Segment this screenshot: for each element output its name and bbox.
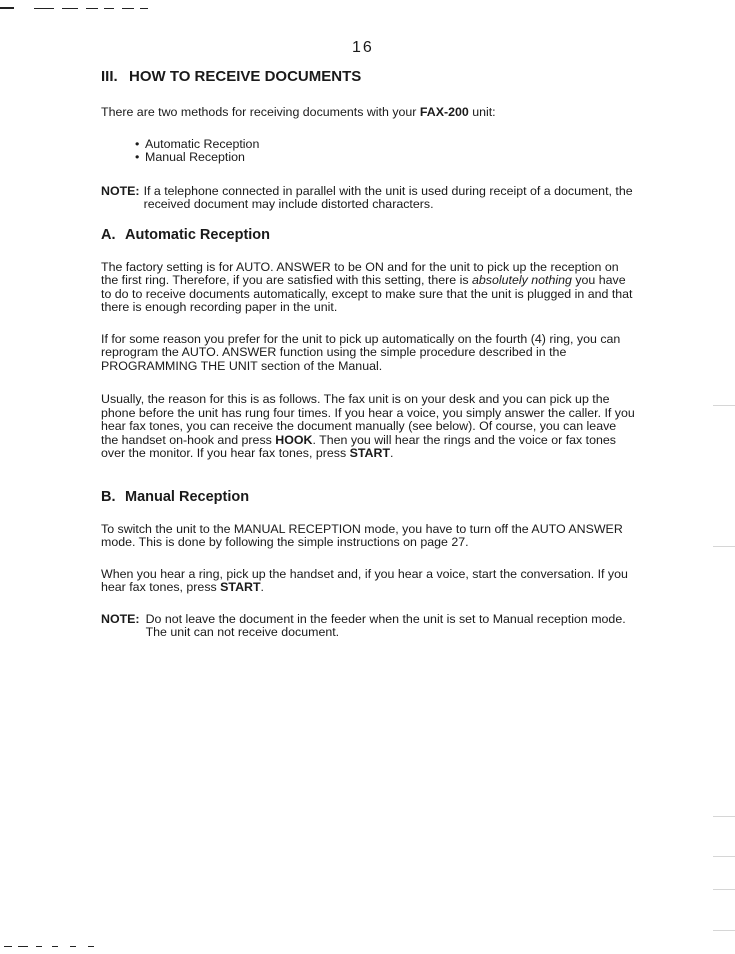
subsection-letter: A.	[101, 226, 116, 243]
list-item: • Manual Reception	[135, 151, 635, 165]
subsection-letter: B.	[101, 488, 116, 505]
section-title: HOW TO RECEIVE DOCUMENTS	[129, 68, 362, 85]
scan-mark-bottom	[4, 946, 12, 947]
scan-mark-top	[34, 8, 54, 9]
scan-mark-top	[122, 8, 134, 9]
scan-mark-bottom	[18, 946, 28, 947]
scan-mark-bottom	[36, 946, 42, 947]
note-label: NOTE:	[101, 183, 140, 198]
edge-tick	[713, 816, 735, 817]
subsection-title: Manual Reception	[125, 488, 250, 505]
automatic-paragraph-3: Usually, the reason for this is as follows. The fax unit is on your desk and you can pick up the phone before the unit has rung four times. If you hear a voice, you simply answer the caller. If you hear fax tones, you can receive the document manually (see below). Of course, you can leave the handset on-hook and press HOOK. Then you will hear the rings and the voice or fax tones over the monitor. If you hear fax tones, press START.	[101, 392, 635, 460]
scan-mark-top	[140, 8, 148, 9]
manual-paragraph-1: To switch the unit to the MANUAL RECEPTION mode, you have to turn off the AUTO ANSWER mode. This is done by following the simple instructions on page 27.	[101, 521, 623, 549]
key-start: START	[349, 446, 391, 460]
note-text: Do not leave the document in the feeder when the unit is set to Manual reception mode. The unit can not receive document.	[145, 611, 626, 639]
automatic-paragraph-1: The factory setting is for AUTO. ANSWER to be ON and for the unit to pick up the reception on the first ring. Therefore, if you are satisfied with this setting, there is absolutely nothing you have to do to receive documents automatically, except to make sure that the unit is plugged in and that there is enough recording paper in the unit.	[101, 259, 633, 314]
key-hook: HOOK	[275, 432, 313, 447]
section-numeral: III.	[101, 68, 118, 85]
emphasis-text: absolutely nothing	[471, 273, 572, 287]
scan-mark-top	[104, 8, 114, 9]
automatic-paragraph-2: If for some reason you prefer for the unit to pick up automatically on the fourth (4) ring, you can reprogram the AUTO. ANSWER function using the simple procedure described in the PROGRAMMING THE UNIT section of the Manual.	[101, 331, 621, 373]
subsection-heading-manual	[101, 489, 635, 506]
edge-tick	[713, 405, 735, 406]
scan-mark-top	[62, 8, 78, 9]
section-heading	[101, 68, 635, 85]
model-name: FAX-200	[419, 105, 469, 119]
subsection-title: Automatic Reception	[125, 226, 271, 243]
intro-paragraph: There are two methods for receiving documents with your FAX-200 unit:	[101, 105, 496, 119]
scan-mark-bottom	[88, 946, 94, 947]
scan-mark-top	[86, 8, 98, 9]
edge-tick	[713, 930, 735, 931]
note-parallel-phone	[101, 185, 635, 212]
scan-mark-bottom	[70, 946, 76, 947]
note-text: If a telephone connected in parallel with the unit is used during receipt of a document, the received document may include distorted characters.	[143, 183, 633, 211]
edge-tick	[713, 889, 735, 890]
manual-paragraph-2: When you hear a ring, pick up the handset and, if you hear a voice, start the conversation. If you hear fax tones, press START.	[101, 566, 628, 594]
edge-tick	[713, 856, 735, 857]
edge-tick	[713, 546, 735, 547]
key-start: START	[220, 580, 261, 594]
scan-mark-top	[0, 7, 14, 9]
list-item: • Automatic Reception	[135, 138, 635, 152]
content-body	[101, 68, 635, 656]
reception-methods-list	[135, 138, 635, 165]
scan-mark-bottom	[52, 946, 58, 947]
page-number: 16	[352, 39, 374, 56]
subsection-heading-automatic	[101, 227, 635, 244]
note-label: NOTE:	[101, 611, 140, 626]
note-feeder	[101, 613, 635, 640]
